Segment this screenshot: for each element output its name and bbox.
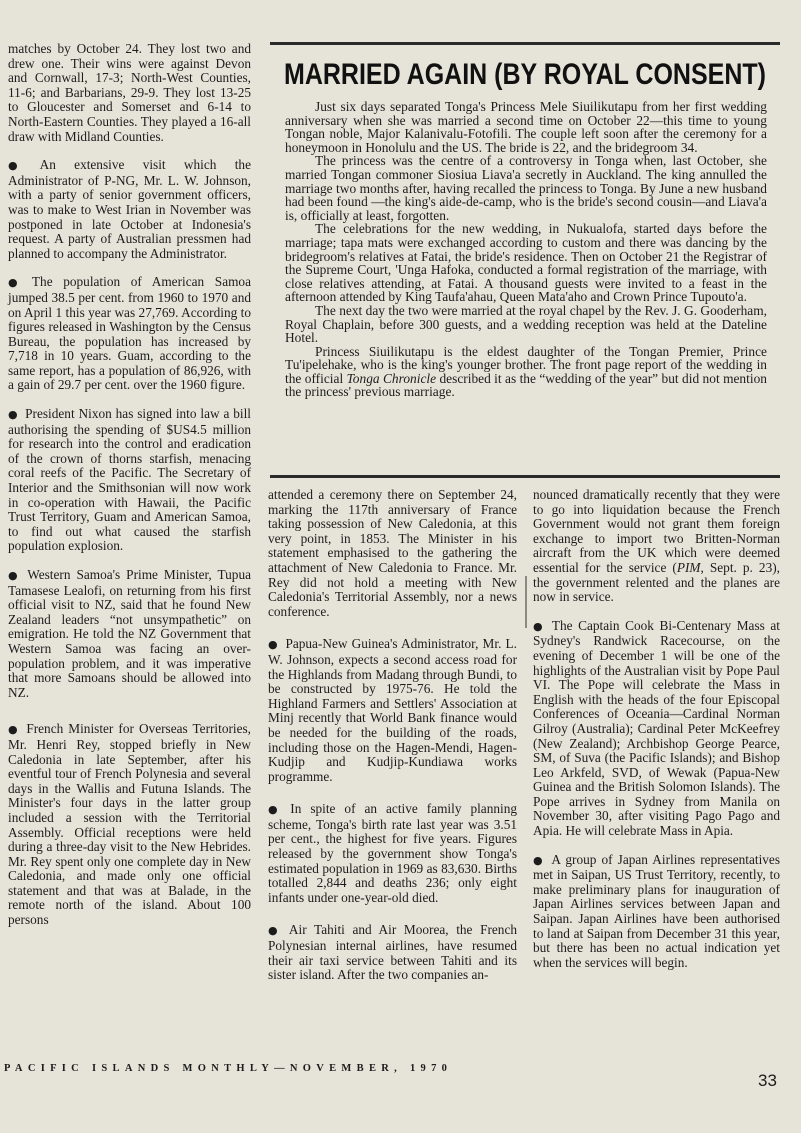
publication-title: Tonga Chronicle <box>346 370 437 386</box>
paragraph: ● French Minister for Overseas Territories, Mr. Henri Rey, stopped briefly in New Caledonia in late September, after his eventful tour of French Polynesia and several days in the Wallis and Futuna Islands. The Minister's four days in the latter group included a session with the Territorial Assembly. Official receptions were held during a three-day visit to the New Hebrides. Mr. Rey spent only one complete day in New Caledonia, and made only one official statement and that was at Balade, in the remote north of the island. About 100 persons <box>8 721 251 928</box>
bullet-icon: ● <box>268 803 284 817</box>
paragraph: ● A group of Japan Airlines representatives met in Saipan, US Trust Territory, recently, to make preliminary plans for inauguration of Japan Airlines services between Japan and Saipan. Japan Airlines have been authorised to land at Saipan from December 31 this year, but there has been no actual indication yet when the services will begin. <box>533 851 780 970</box>
paragraph: ● The population of American Samoa jumped 38.5 per cent. from 1960 to 1970 and on April 1 this year was 27,769. According to figures released in Washington by the Census Bureau, the population has increased by 7,718 in 10 years. Guam, according to the same report, has a population of 86,926, with a gain of 29.7 per cent. over the 1960 figure. <box>8 274 251 393</box>
story-paragraph: The celebrations for the new wedding, in Nukualofa, started days before the marriage; tapa mats were exchanged according to custom and there was dancing by the bridegroom's relatives at Fatai, the bride's residence. Then on October 21 the Registrar of the Supreme Court, 'Unga Hafoka, conducted a formal registration of the marriage, with close relatives attending, at Fatai. A thousand guests were invited to a feast in the afternoon attended by King Taufa'ahau, Queen Mata'aho and Crown Prince Tupouto'a. <box>285 221 767 305</box>
story-paragraph: Just six days separated Tonga's Princess Mele Siuilikutapu from her first wedding anniversary when she was married a second time on October 22—this time to young Tongan noble, Major Kalanivalu-Fotofili. The couple left soon after the ceremony for a honeymoon in Honolulu and the US. The bride is 22, and the bridegroom 34. <box>285 99 767 155</box>
page-number: 33 <box>758 1071 777 1090</box>
main-story <box>285 100 767 399</box>
bullet-icon: ● <box>8 159 33 173</box>
story-rule <box>270 475 780 478</box>
headline-rule <box>270 42 780 45</box>
bullet-icon: ● <box>268 924 282 938</box>
paragraph: ● An extensive visit which the Administrator of P-NG, Mr. L. W. Johnson, with a party of senior government officers, was to make to West Irian in November was postponed in late October at Indonesia's request. A party of Australian pressmen had planned to accompany the Administrator. <box>8 157 251 261</box>
paragraph: ● Western Samoa's Prime Minister, Tupua Tamasese Lealofi, on returning from his first official visit to NZ, said that he found New Zealand leaders “not unsympathetic” on emigration. He told the NZ Government that Western Samoa was facing an over-population problem, and it was imperative that more Samoans should be allowed into NZ. <box>8 567 251 700</box>
bullet-icon: ● <box>268 638 279 652</box>
paragraph: ● Papua-New Guinea's Administrator, Mr. L. W. Johnson, expects a second access road for the Highlands from Madang through Bundi, to be constructed by 1975-76. He told the Highland Farmers and Settlers' Association at Minj recently that World Bank finance would be needed for the building of the roads, including those on the Hagen-Mendi, Hagen-Kudjip and Kudjip-Kundiawa works programme. <box>268 636 517 784</box>
paragraph: nounced dramatically recently that they were to go into liquidation because the French Government would not grant them foreign exchange to import two Britten-Norman aircraft from the UK which were deemed essential for the service (PIM, Sept. p. 23), the government relented and the planes are now in service. <box>533 487 780 605</box>
publication-abbrev: PIM <box>676 559 701 575</box>
story-paragraph: The next day the two were married at the royal chapel by the Rev. J. G. Gooderham, Royal Chaplain, before 300 guests, and a wedding reception was held at the Dateline Hotel. <box>285 302 767 346</box>
right-column <box>533 488 780 984</box>
paragraph: ● The Captain Cook Bi-Centenary Mass at Sydney's Randwick Racecourse, on the evening of December 1 will be one of the highlights of the Australian visit by Pope Paul VI. The Pope will celebrate the Mass in English with the heads of the four Episcopal Conferences of Oceania—Cardinal Norman Gilroy (Australia); Cardinal Peter McKeefrey (New Zealand); Archbishop George Pearce, SM, of Suva (the Pacific Islands); and Bishop Leo Arkfeld, SVD, of Wewak (Papua-New Guinea and the British Solomon Islands). The Pope arrives in Sydney from Manila on November 30, after visiting Pago Pago and Apia. He will celebrate Mass in Apia. <box>533 617 780 839</box>
bullet-icon: ● <box>533 619 545 633</box>
column-divider <box>525 576 527 628</box>
paragraph: matches by October 24. They lost two and drew one. Their wins were against Devon and Cornwall, 17-3; North-West Counties, 11-6; and Barbarians, 29-9. They lost 13-25 to Gloucester and Somerset and 6-14 to North-Eastern Counties. They played a 16-all draw with Midland Counties. <box>8 41 251 144</box>
page-footer: PACIFIC ISLANDS MONTHLY—NOVEMBER, 1970 <box>4 1063 453 1074</box>
story-paragraph: The princess was the centre of a controversy in Tonga when, last October, she married Tongan commoner Siosiua Liava'a secretly in Auckland. The king annulled the marriage two months after, having recalled the princess to Tonga. By June a new husband had been found —the king's aide-de-camp, who is the bride's second cousin—and Liava'a is, officially at least, forgotten. <box>285 153 767 223</box>
middle-column <box>268 488 517 997</box>
left-column <box>8 42 251 942</box>
bullet-icon: ● <box>8 723 20 737</box>
paragraph: ● In spite of an active family planning scheme, Tonga's birth rate last year was 3.51 per cent., the highest for five years. Figures released by the government show Tonga's estimated population in 1969 as 83,630. Births totalled 2,844 and deaths 236; only eight infants under one-year-old died. <box>268 801 517 905</box>
paragraph: attended a ceremony there on September 24, marking the 117th anniversary of France taking possession of New Caledonia, at this very point, in 1853. The Minister in his statement emphasised to the gathering the attachment of New Caledonia to France. Mr. Rey did not hold a meeting with New Caledonia's Territorial Assembly, nor a news conference. <box>268 487 517 619</box>
bullet-icon: ● <box>8 408 19 422</box>
paragraph: ● Air Tahiti and Air Moorea, the French Polynesian internal airlines, have resumed their air taxi service between Tahiti and its sister island. After the two companies an- <box>268 922 517 983</box>
story-paragraph: Princess Siuilikutapu is the eldest daughter of the Tongan Premier, Prince Tu'ipelehake, who is the king's younger brother. The front page report of the wedding in the official Tonga Chronicle described it as the “wedding of the year” but did not mention the princess' previous marriage. <box>285 343 767 400</box>
headline: MARRIED AGAIN (BY ROYAL CONSENT) <box>284 58 766 92</box>
paragraph: ● President Nixon has signed into law a bill authorising the spending of $US4.5 million for research into the control and eradication of the crown of thorns starfish, menacing coral reefs of the Pacific. The Secretary of Interior and the Smithsonian will now work in co-operation with Hawaii, the Pacific Trust Territory, Guam and American Samoa, to find out what caused the starfish population explosion. <box>8 406 251 554</box>
bullet-icon: ● <box>8 276 25 290</box>
bullet-icon: ● <box>8 569 21 582</box>
bullet-icon: ● <box>533 853 545 867</box>
